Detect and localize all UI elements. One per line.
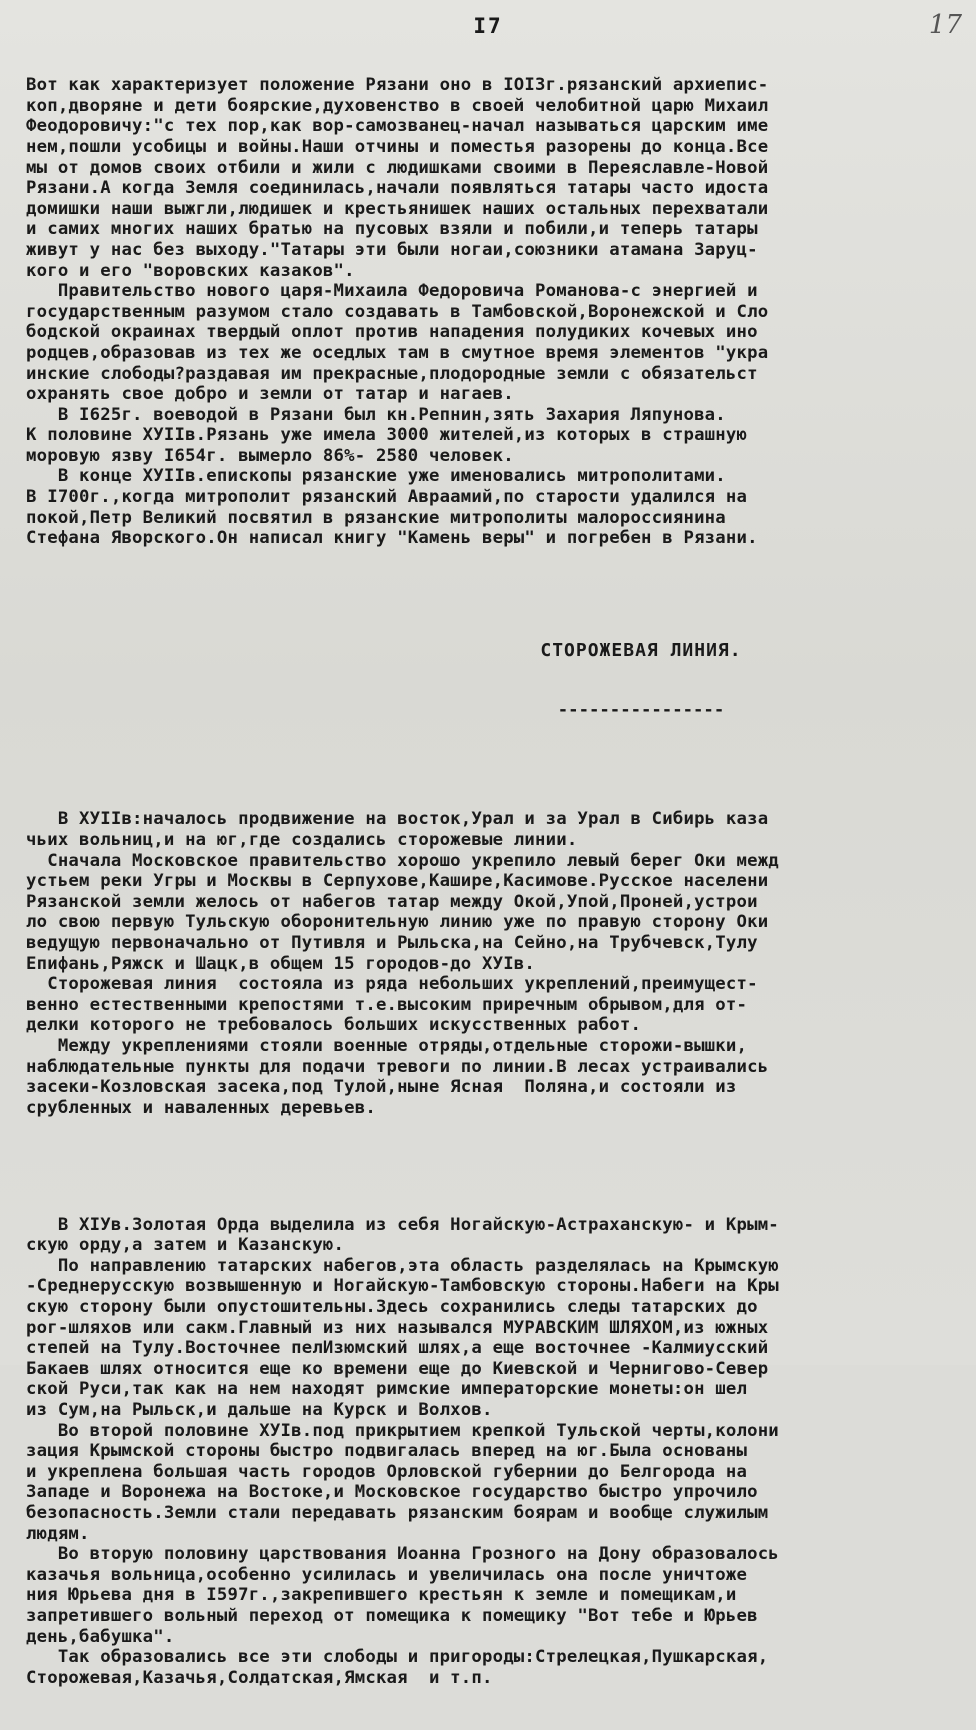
- text-line: В I700г.,когда митрополит рязанский Авраамий,по старости удалился на: [26, 487, 748, 508]
- text-line: наблюдательные пункты для подачи тревоги по линии.В лесах устраивались: [26, 1056, 769, 1077]
- closing-paragraphs: [26, 1215, 956, 1689]
- text-line: Бакаев шлях относится еще ко времени еще до Киевской и Чернигово-Север: [26, 1358, 769, 1379]
- text-line: рог-шляхов или сакм.Главный из них назывался МУРАВСКИМ ШЛЯХОМ,из южных: [26, 1317, 769, 1338]
- text-line: Сторожевая,Казачья,Солдатская,Ямская и т.п.: [26, 1667, 493, 1688]
- text-line: делки которого не требовалось больших искусственных работ.: [26, 1015, 642, 1036]
- text-line: устьем реки Угры и Москвы в Серпухове,Кашире,Касимове.Русское населени: [26, 871, 769, 892]
- text-line: нем,пошли усобицы и войны.Наши отчины и поместья разорены до конца.Все: [26, 136, 769, 157]
- text-line: коп,дворяне и дети боярские,духовенство в своей челобитной царю Михаил: [26, 95, 769, 116]
- text-line: срубленных и наваленных деревьев.: [26, 1097, 376, 1118]
- text-line: Между укреплениями стояли военные отряды,отдельные сторожи-вышки,: [26, 1035, 748, 1056]
- text-line: Правительство нового царя-Михаила Федоровича Романова-с энергией и: [26, 281, 758, 302]
- heading-underline: ----------------: [557, 700, 725, 720]
- text-line: Вот как характеризует положение Рязани оно в IOI3г.рязанский архиепис-: [26, 75, 769, 96]
- text-line: кого и его "воровских казаков".: [26, 260, 355, 281]
- text-line: родцев,образовав из тех же оседлых там в смутное время элементов "укра: [26, 342, 769, 363]
- text-line: скую сторону были опустошительны.Здесь сохранились следы татарских до: [26, 1297, 758, 1318]
- text-line: Феодоровичу:"с тех пор,как вор-самозванец-начал называться царским име: [26, 116, 769, 137]
- text-line: засеки-Козловская засека,под Тулой,ныне Ясная Поляна,и состояли из: [26, 1077, 737, 1098]
- text-line: покой,Петр Великий посвятил в рязанские митрополиты малороссиянина: [26, 507, 726, 528]
- text-line: ло свою первую Тульскую оборонительную линию уже по правую сторону Оки: [26, 912, 769, 933]
- text-line: государственным разумом стало создавать в Тамбовской,Воронежской и Сло: [26, 301, 769, 322]
- sentry-line-paragraphs: [26, 809, 956, 1118]
- text-line: Стефана Яворского.Он написал книгу "Камень веры" и погребен в Рязани.: [26, 528, 758, 549]
- text-line: ния Юрьева дня в I597г.,закрепившего крестьян к земле и помещикам,и: [26, 1585, 737, 1606]
- text-line: казачья вольница,особенно усилилась и увеличилась она после уничтоже: [26, 1564, 748, 1585]
- text-line: ской Руси,так как на нем находят римские императорские монеты:он шел: [26, 1379, 748, 1400]
- text-line: моровую язву I654г. вымерло 86%- 2580 человек.: [26, 445, 514, 466]
- text-line: людям.: [26, 1523, 90, 1544]
- text-line: инские слободы?раздавая им прекрасные,плодородные земли с обязательст: [26, 363, 758, 384]
- text-line: запретившего вольный переход от помещика к помещику "Вот тебе и Юрьев: [26, 1605, 758, 1626]
- text-line: -Среднерусскую возвышенную и Ногайскую-Тамбовскую стороны.Набеги на Кры: [26, 1276, 779, 1297]
- opening-paragraphs: [26, 75, 956, 549]
- text-line: мы от домов своих отбили и жили с людишками своими в Переяславле-Новой: [26, 157, 769, 178]
- typewritten-body: [26, 34, 956, 1730]
- text-line: К половине ХУIIв.Рязань уже имела 3000 жителей,из которых в страшную: [26, 425, 748, 446]
- text-line: чьих вольниц,и на юг,где создались сторожевые линии.: [26, 829, 578, 850]
- text-line: В конце ХУIIв.епископы рязанские уже именовались митрополитами.: [26, 466, 726, 487]
- text-line: Рязани.А когда Земля соединилась,начали появляться татары часто идоста: [26, 178, 769, 199]
- text-line: Во второй половине ХУIв.под прикрытием крепкой Тульской черты,колони: [26, 1420, 779, 1441]
- text-line: ведущую первоначально от Путивля и Рыльска,на Сейно,на Трубчевск,Тулу: [26, 932, 758, 953]
- text-line: зация Крымской стороны быстро подвигалась вперед на юг.Была основаны: [26, 1441, 748, 1462]
- text-line: скую орду,а затем и Казанскую.: [26, 1235, 345, 1256]
- page-number: I7: [473, 14, 503, 38]
- text-line: По направлению татарских набегов,эта область разделялась на Крымскую: [26, 1255, 779, 1276]
- text-line: бодской окраинах твердый оплот против нападения полудиких кочевых ино: [26, 322, 758, 343]
- text-line: В ХУIIв:началось продвижение на восток,Урал и за Урал в Сибирь каза: [26, 809, 769, 830]
- text-line: Западе и Воронежа на Востоке,и Московское государство быстро упрочило: [26, 1482, 758, 1503]
- text-line: В ХIУв.Золотая Орда выделила из себя Ногайскую-Астраханскую- и Крым-: [26, 1214, 779, 1235]
- text-line: Во вторую половину царствования Иоанна Грозного на Дону образовалось: [26, 1544, 779, 1565]
- handwritten-page-mark: 17: [928, 10, 962, 40]
- text-line: безопасность.Земли стали передавать рязанским боярам и вообще служилым: [26, 1502, 769, 1523]
- text-line: и укреплена большая часть городов Орловской губернии до Белгорода на: [26, 1461, 748, 1482]
- text-line: день,бабушка".: [26, 1626, 175, 1647]
- text-line: Рязанской земли желось от набегов татар между Окой,Упой,Проней,устрои: [26, 891, 758, 912]
- text-line: охранять свое добро и земли от татар и нагаев.: [26, 384, 514, 405]
- text-line: живут у нас без выходу."Татары эти были ногаи,союзники атамана Заруц-: [26, 239, 758, 260]
- text-line: из Сум,на Рыльск,и дальше на Курск и Волхов.: [26, 1400, 493, 1420]
- text-line: и самих многих наших братью на пусовых взяли и побили,и теперь татары: [26, 219, 758, 240]
- text-line: домишки наши выжгли,людишек и крестьянишек наших остальных перехватали: [26, 198, 769, 219]
- text-line: Так образовались все эти слободы и пригороды:Стрелецкая,Пушкарская,: [26, 1647, 769, 1668]
- text-line: В I625г. воеводой в Рязани был кн.Репнин,зять Захария Ляпунова.: [26, 404, 726, 425]
- text-line: Сначала Московское правительство хорошо укрепило левый берег Оки межд: [26, 850, 779, 871]
- text-line: Сторожевая линия состояла из ряда небольших укреплений,преимущест-: [26, 974, 758, 995]
- text-line: степей на Тулу.Восточнее пелИзюмский шлях,а еще восточнее -Калмиусский: [26, 1338, 769, 1359]
- section-heading: СТОРОЖЕВАЯ ЛИНИЯ.: [540, 640, 742, 662]
- text-line: Епифань,Ряжск и Шацк,в общем 15 городов-до ХУIв.: [26, 953, 536, 974]
- text-line: венно естественными крепостями т.е.высоким приречным обрывом,для от-: [26, 994, 748, 1015]
